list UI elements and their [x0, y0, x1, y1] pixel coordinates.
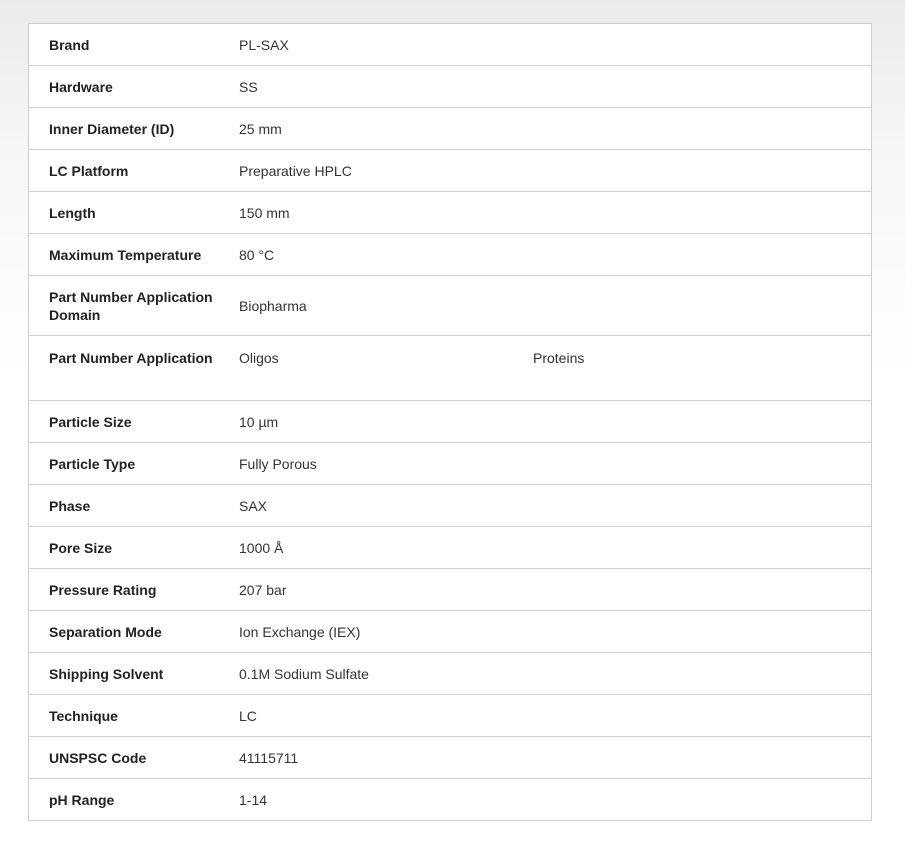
- spec-row-technique: [29, 695, 871, 737]
- spec-row-length: [29, 192, 871, 234]
- spec-row-brand: [29, 24, 871, 66]
- spec-value: 41115711: [239, 749, 299, 766]
- spec-row-particle-type: [29, 443, 871, 485]
- spec-value: 1-14: [239, 791, 268, 808]
- spec-label: Phase: [49, 497, 91, 514]
- spec-label: UNSPSC Code: [49, 749, 147, 766]
- spec-value: 25 mm: [239, 120, 282, 137]
- spec-label: Hardware: [49, 78, 113, 95]
- spec-label: Particle Size: [49, 413, 132, 430]
- spec-row-application-domain: [29, 276, 871, 336]
- spec-label: Part Number Application: [49, 350, 213, 366]
- spec-label: Technique: [49, 707, 118, 724]
- spec-row-particle-size: [29, 401, 871, 443]
- spec-row-application: [29, 336, 871, 401]
- spec-value: 1000 Å: [239, 539, 284, 556]
- spec-row-phase: [29, 485, 871, 527]
- spec-value: 150 mm: [239, 204, 290, 221]
- spec-row-pressure-rating: [29, 569, 871, 611]
- spec-row-max-temperature: [29, 234, 871, 276]
- spec-value: LC: [239, 707, 257, 724]
- spec-label: Particle Type: [49, 455, 136, 472]
- spec-value: Biopharma: [239, 297, 307, 314]
- spec-row-hardware: [29, 66, 871, 108]
- spec-row-shipping-solvent: [29, 653, 871, 695]
- spec-value: Fully Porous: [239, 455, 317, 472]
- spec-value-secondary: Proteins: [533, 350, 585, 366]
- spec-label: Inner Diameter (ID): [49, 120, 175, 137]
- spec-label: Brand: [49, 36, 90, 53]
- spec-label: Shipping Solvent: [49, 665, 164, 682]
- spec-value: Oligos: [239, 350, 279, 366]
- spec-value: PL-SAX: [239, 36, 289, 53]
- spec-row-pore-size: [29, 527, 871, 569]
- spec-row-separation-mode: [29, 611, 871, 653]
- spec-value: 80 °C: [239, 246, 275, 263]
- spec-label: Length: [49, 204, 96, 221]
- spec-label: Pressure Rating: [49, 581, 157, 598]
- spec-value: SAX: [239, 497, 268, 514]
- spec-label: pH Range: [49, 791, 115, 808]
- spec-row-ph-range: [29, 779, 871, 820]
- spec-value: 10 µm: [239, 413, 279, 430]
- spec-row-unspsc-code: [29, 737, 871, 779]
- spec-label: Pore Size: [49, 539, 113, 556]
- spec-value: Ion Exchange (IEX): [239, 623, 361, 640]
- spec-value: Preparative HPLC: [239, 162, 352, 179]
- spec-row-inner-diameter: [29, 108, 871, 150]
- spec-value: SS: [239, 78, 258, 95]
- specifications-table: [28, 23, 872, 821]
- spec-label: Maximum Temperature: [49, 246, 202, 263]
- spec-label: Separation Mode: [49, 623, 162, 640]
- spec-row-lc-platform: [29, 150, 871, 192]
- spec-value: 0.1M Sodium Sulfate: [239, 665, 369, 682]
- spec-label: Part Number Application Domain: [49, 288, 213, 323]
- spec-label: LC Platform: [49, 162, 129, 179]
- spec-value: 207 bar: [239, 581, 287, 598]
